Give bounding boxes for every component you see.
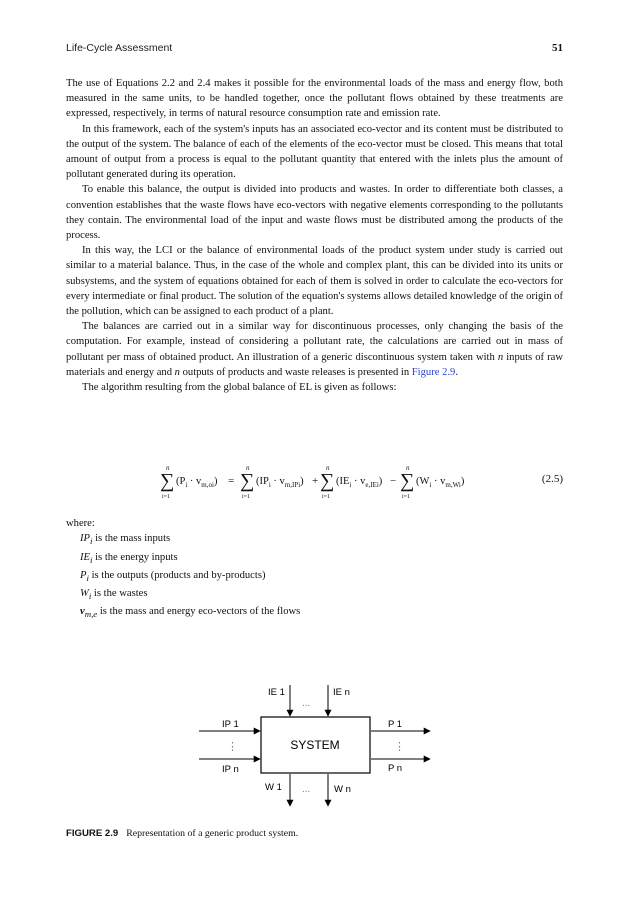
- paragraph-1: The use of Equations 2.2 and 2.4 makes it possible for the environmental loads of the mass and energy flow, both measured in the same units, to be handled together, once the pollutant flows obtained by these treatments are expressed, respectively, in terms of natural resource consumption rate and emission rate.: [66, 78, 563, 120]
- where-list: [80, 531, 486, 623]
- where-label: where:: [66, 518, 95, 529]
- svg-text:n: n: [166, 464, 170, 472]
- svg-text:∑: ∑: [320, 470, 335, 492]
- paragraph-5: The balances are carried out in a similar way for discontinuous processes, only changing the basis of the computation. For example, instead of considering a pollutant rate, the calculations are carried out in mass of pollutant per mass of obtained product. An illustration of a generic discontinuous system taken with n inputs of raw materials and energy and n outputs of products and waste releases is presented in Figure 2.9.: [66, 321, 563, 378]
- svg-text:∑: ∑: [160, 470, 175, 492]
- equation-number: (2.5): [541, 473, 563, 485]
- label-p-first: P 1: [388, 719, 403, 730]
- svg-text:n: n: [326, 464, 330, 472]
- paragraph-4: In this way, the LCI or the balance of environmental loads of the product system under study is carried out similar to a material balance. Thus, in the case of the whole and complex plant, this can be divided into its units or subsystems, and the system of equations obtained for each of them is solved in order to calculate the eco-vectors for every intermediate or final product. The solution of the equation's systems allows detailed knowledge of the origin of the pollution, which can be assigned to each product of a plant.: [66, 245, 563, 318]
- paragraph-2: In this framework, each of the system's inputs has an associated eco-vector and its content must be distributed to the output of the system. The balance of each of the elements of the eco-vector must be closed. This means that total amount of output from a process is equal to the pollutant quantity that entered with the inlets plus the amount of pollutant generated during its operation.: [66, 123, 563, 181]
- svg-text:i=1: i=1: [242, 494, 251, 500]
- ellipsis-ip: ⋮: [227, 741, 238, 753]
- label-p-last: P n: [388, 763, 403, 774]
- where-item: $P_i$ is the outputs (products and by-products): [80, 569, 266, 583]
- svg-text:(IEi · ve,IEi): $(IE_i \cdot v_{e,IEi})$: [336, 476, 383, 489]
- label-ie-last: IE n: [333, 687, 350, 698]
- svg-text:=: =: [228, 475, 235, 487]
- ellipsis-p: ⋮: [394, 741, 405, 753]
- where-item: $v_{m,e}$ is the mass and energy eco-vectors of the flows: [80, 606, 301, 620]
- running-title: Life-Cycle Assessment: [66, 42, 173, 54]
- svg-text:n: n: [406, 464, 410, 472]
- where-item: $IP_i$ is the mass inputs: [80, 533, 171, 547]
- svg-text:(Pi · vm,oi): $(P_i \cdot v_{m,oi})$: [176, 476, 218, 489]
- figure-caption: [66, 828, 298, 839]
- caption-label: FIGURE 2.9: [66, 828, 119, 839]
- figure-link[interactable]: Figure 2.9: [411, 366, 456, 378]
- svg-text:(Wi · vm,Wi): $(W_i \cdot v_{m,Wi})$: [416, 476, 465, 489]
- paragraph-3: To enable this balance, the output is divided into products and wastes. In order to differentiate both classes, a convention establishes that the waste flows have eco-vectors with negative elements corresponding to the pollutants they contain. The environmental load of the input and waste flows must be distributed among the products of the process.: [66, 184, 563, 242]
- figure-2-9-diagram: [0, 670, 629, 840]
- svg-text:i=1: i=1: [402, 494, 411, 500]
- svg-text:i=1: i=1: [322, 494, 331, 500]
- label-ip-last: IP n: [222, 764, 239, 775]
- svg-text:n: n: [246, 464, 250, 472]
- equation-formula: [160, 462, 520, 502]
- where-item: $IE_i$ is the energy inputs: [80, 551, 178, 565]
- page-number: 51: [552, 42, 563, 54]
- paragraph-6: The algorithm resulting from the global balance of EL is given as follows:: [82, 382, 397, 394]
- label-w-first: W 1: [265, 782, 282, 793]
- ellipsis-w: ...: [302, 784, 311, 795]
- label-ip-first: IP 1: [222, 719, 239, 730]
- svg-text:∑: ∑: [400, 470, 415, 492]
- svg-text:+: +: [312, 475, 319, 487]
- where-item: $W_i$ is the wastes: [80, 588, 148, 602]
- svg-text:(IPi · vm,IPi): $(IP_i \cdot v_{m,IPi})$: [256, 476, 304, 489]
- caption-text: Representation of a generic product system.: [126, 828, 299, 839]
- body-text: [66, 76, 563, 395]
- svg-text:i=1: i=1: [162, 494, 171, 500]
- ellipsis-ie: ...: [302, 698, 311, 709]
- where-block: [66, 516, 486, 623]
- label-ie-first: IE 1: [268, 687, 285, 698]
- label-w-last: W n: [334, 784, 351, 795]
- equation-2-5: [160, 462, 563, 502]
- system-label: SYSTEM: [290, 738, 340, 752]
- svg-text:∑: ∑: [240, 470, 255, 492]
- svg-text:−: −: [390, 475, 397, 487]
